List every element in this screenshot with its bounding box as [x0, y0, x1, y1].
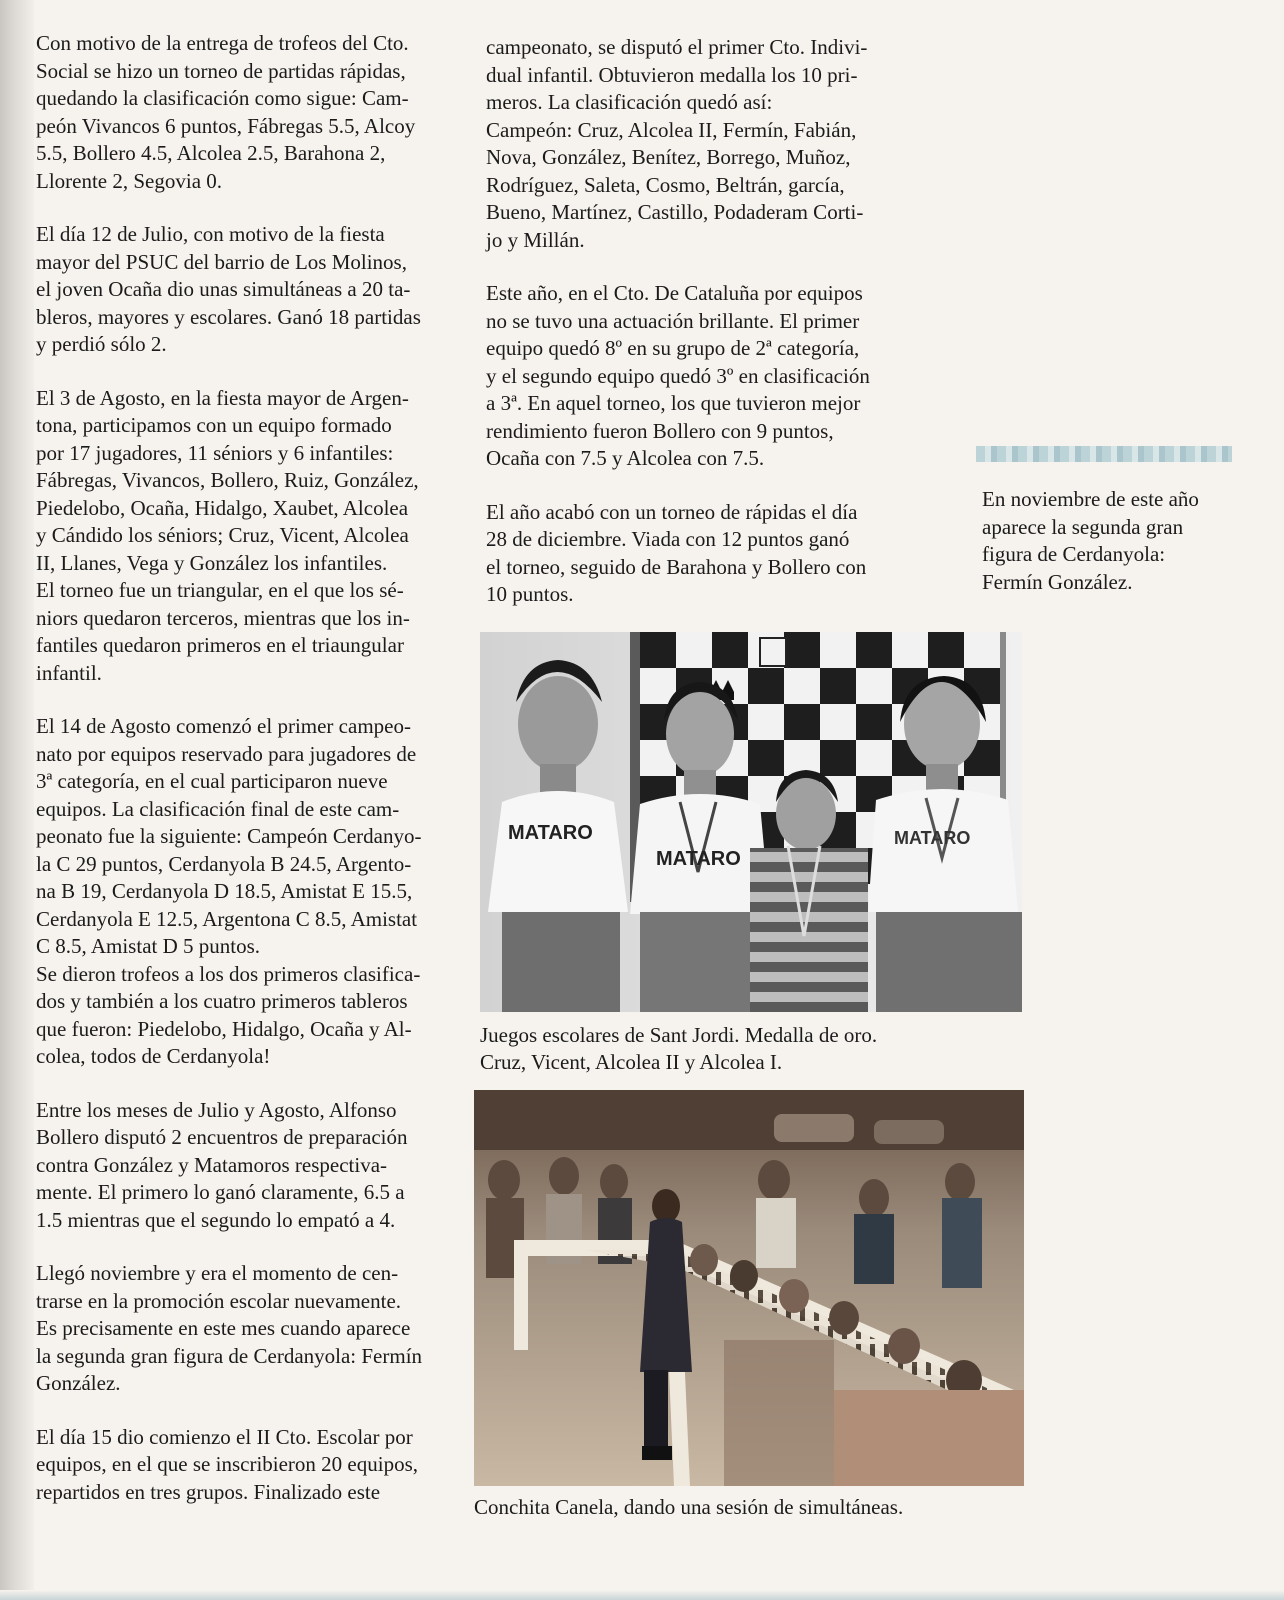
text-line: la C 29 puntos, Cerdanyola B 24.5, Argento-	[36, 851, 412, 876]
text-line: equipos. La clasificación final de este cam-	[36, 796, 400, 821]
page-bottom-edge	[0, 1590, 1284, 1600]
text-line: El año acabó con un torneo de rápidas el día	[486, 499, 858, 524]
text-line: Entre los meses de Julio y Agosto, Alfonso	[36, 1097, 397, 1122]
text-line: C 8.5, Amistat D 5 puntos.	[36, 934, 261, 958]
text-line: y el segundo equipo quedó 3º en clasificación	[486, 363, 870, 388]
text-line: peonato fue la siguiente: Campeón Cerdanyo-	[36, 824, 422, 848]
paragraph-cataluna-teams	[486, 280, 926, 473]
text-line: y Cándido los séniors; Cruz, Vicent, Alcolea	[36, 523, 409, 547]
text-line: campeonato, se disputó el primer Cto. Indivi-	[486, 35, 868, 59]
text-line: colea, todos de Cerdanyola!	[36, 1044, 271, 1068]
text-line: Cerdanyola E 12.5, Argentona C 8.5, Amistat	[36, 906, 418, 931]
text-line: Bollero disputó 2 encuentros de preparación	[36, 1125, 408, 1149]
text-line: 10 puntos.	[486, 582, 574, 606]
paragraph-simultaneous-psuc	[36, 221, 466, 359]
text-line: dos y también a los cuatro primeros tableros	[36, 989, 408, 1013]
text-line: El torneo fue un triangular, en el que los sé-	[36, 578, 404, 602]
text-line: En noviembre de este año	[982, 487, 1199, 511]
middle-column	[486, 34, 926, 635]
text-line: meros. La clasificación quedó así:	[486, 90, 773, 114]
text-line: Es precisamente en este mes cuando aparece	[36, 1316, 411, 1340]
text-line: quedando la clasificación como sigue: Cam-	[36, 86, 409, 110]
caption-line: Conchita Canela, dando una sesión de simultáneas.	[474, 1495, 904, 1519]
text-line: Social se hizo un torneo de partidas rápidas,	[36, 58, 406, 83]
text-line: que fueron: Piedelobo, Hidalgo, Ocaña y Al-	[36, 1016, 412, 1041]
paragraph-bollero-matches	[36, 1097, 466, 1235]
text-line: bleros, mayores y escolares. Ganó 18 partidas	[36, 304, 421, 329]
paragraph-november	[36, 1260, 466, 1398]
text-line: 3ª categoría, en el cual participaron nueve	[36, 769, 388, 793]
text-line: mayor del PSUC del barrio de Los Molinos,	[36, 249, 407, 274]
page-gutter-shadow	[0, 0, 34, 1600]
paragraph-school-championship	[36, 1424, 466, 1507]
sidebar-decorative-band	[976, 446, 1232, 462]
text-line: el joven Ocaña dio unas simultáneas a 20 ta-	[36, 277, 411, 301]
text-line: equipo quedó 8º en su grupo de 2ª categoría,	[486, 336, 860, 360]
text-line: Con motivo de la entrega de trofeos del Cto.	[36, 31, 409, 55]
text-line: Ocaña con 7.5 y Alcolea con 7.5.	[486, 446, 765, 470]
text-line: contra González y Matamoros respectiva-	[36, 1152, 388, 1177]
text-line: González.	[36, 1371, 121, 1395]
text-line: na B 19, Cerdanyola D 18.5, Amistat E 15.5,	[36, 879, 413, 903]
text-line: Llorente 2, Segovia 0.	[36, 168, 223, 193]
text-line: Este año, en el Cto. De Cataluña por equipos	[486, 281, 863, 305]
text-line: Piedelobo, Ocaña, Hidalgo, Xaubet, Alcolea	[36, 495, 409, 520]
text-line: Fermín González.	[982, 569, 1133, 594]
text-line: jo y Millán.	[486, 227, 585, 252]
text-line: 28 de diciembre. Viada con 12 puntos ganó	[486, 527, 850, 551]
paragraph-individual-infantil	[486, 34, 926, 254]
text-line: trarse en la promoción escolar nuevamente.	[36, 1288, 402, 1313]
text-line: dual infantil. Obtuvieron medalla los 10 pri-	[486, 62, 858, 87]
shirt-text-boy2: MATARO	[656, 848, 741, 870]
text-line: infantil.	[36, 660, 102, 685]
text-line: la segunda gran figura de Cerdanyola: Fermín	[36, 1343, 423, 1368]
text-line: 1.5 mientras que el segundo lo empató a 4.	[36, 1207, 396, 1232]
text-line: El 14 de Agosto comenzó el primer campeo-	[36, 714, 411, 738]
shirt-text-boy1: MATARO	[508, 822, 593, 844]
text-line: tona, participamos con un equipo formado	[36, 413, 392, 437]
sidebar-note	[982, 486, 1242, 596]
text-line: Llegó noviembre y era el momento de cen-	[36, 1261, 399, 1285]
text-line: Campeón: Cruz, Alcolea II, Fermín, Fabián,	[486, 117, 857, 142]
paragraph-argentona	[36, 385, 466, 688]
text-line: Fábregas, Vivancos, Bollero, Ruiz, González,	[36, 468, 419, 492]
text-line: 5.5, Bollero 4.5, Alcolea 2.5, Barahona 2,	[36, 141, 386, 165]
caption-photo-medalists	[480, 1022, 950, 1076]
text-line: niors quedaron terceros, mientras que los in-	[36, 605, 410, 630]
caption-photo-simultaneous	[474, 1494, 994, 1521]
photo-simultaneous-session	[474, 1090, 1024, 1486]
text-line: El día 12 de Julio, con motivo de la fiesta	[36, 222, 385, 246]
text-line: fantiles quedaron primeros en el triaungular	[36, 633, 404, 657]
text-line: a 3ª. En aquel torneo, los que tuvieron mejor	[486, 391, 861, 415]
text-line: equipos, en el que se inscribieron 20 equipos,	[36, 1452, 418, 1476]
photo-sant-jordi-medalists	[480, 632, 1022, 1012]
text-line: nato por equipos reservado para jugadores de	[36, 741, 417, 766]
paragraph-rapid-tournament	[36, 30, 466, 195]
text-line: el torneo, seguido de Barahona y Bollero con	[486, 554, 867, 579]
shirt-text-boy4: MATARO	[894, 828, 971, 848]
text-line: Se dieron trofeos a los dos primeros clasifica-	[36, 961, 421, 986]
text-line: Rodríguez, Saleta, Cosmo, Beltrán, garcía,	[486, 172, 845, 197]
text-line: figura de Cerdanyola:	[982, 542, 1166, 566]
text-line: mente. El primero lo ganó claramente, 6.5 a	[36, 1180, 405, 1204]
text-line: y perdió sólo 2.	[36, 332, 167, 356]
text-line: El día 15 dio comienzo el II Cto. Escolar por	[36, 1424, 413, 1449]
text-line: El 3 de Agosto, en la fiesta mayor de Argen-	[36, 385, 409, 410]
paragraph-team-championship	[36, 713, 466, 1071]
text-line: aparece la segunda gran	[982, 514, 1184, 539]
text-line: no se tuvo una actuación brillante. El primer	[486, 308, 860, 333]
text-line: repartidos en tres grupos. Finalizado este	[36, 1479, 381, 1504]
text-line: Nova, González, Benítez, Borrego, Muñoz,	[486, 145, 851, 169]
text-line: por 17 jugadores, 11 séniors y 6 infantiles:	[36, 440, 394, 465]
text-line: II, Llanes, Vega y González los infantiles.	[36, 550, 388, 575]
caption-line: Cruz, Vicent, Alcolea II y Alcolea I.	[480, 1050, 783, 1074]
text-line: peón Vivancos 6 puntos, Fábregas 5.5, Alcoy	[36, 113, 416, 138]
text-line: rendimiento fueron Bollero con 9 puntos,	[486, 418, 834, 443]
left-column	[36, 30, 466, 1532]
text-line: Bueno, Martínez, Castillo, Podaderam Corti-	[486, 200, 864, 224]
caption-line: Juegos escolares de Sant Jordi. Medalla de oro.	[480, 1023, 878, 1047]
paragraph-year-end	[486, 499, 926, 609]
